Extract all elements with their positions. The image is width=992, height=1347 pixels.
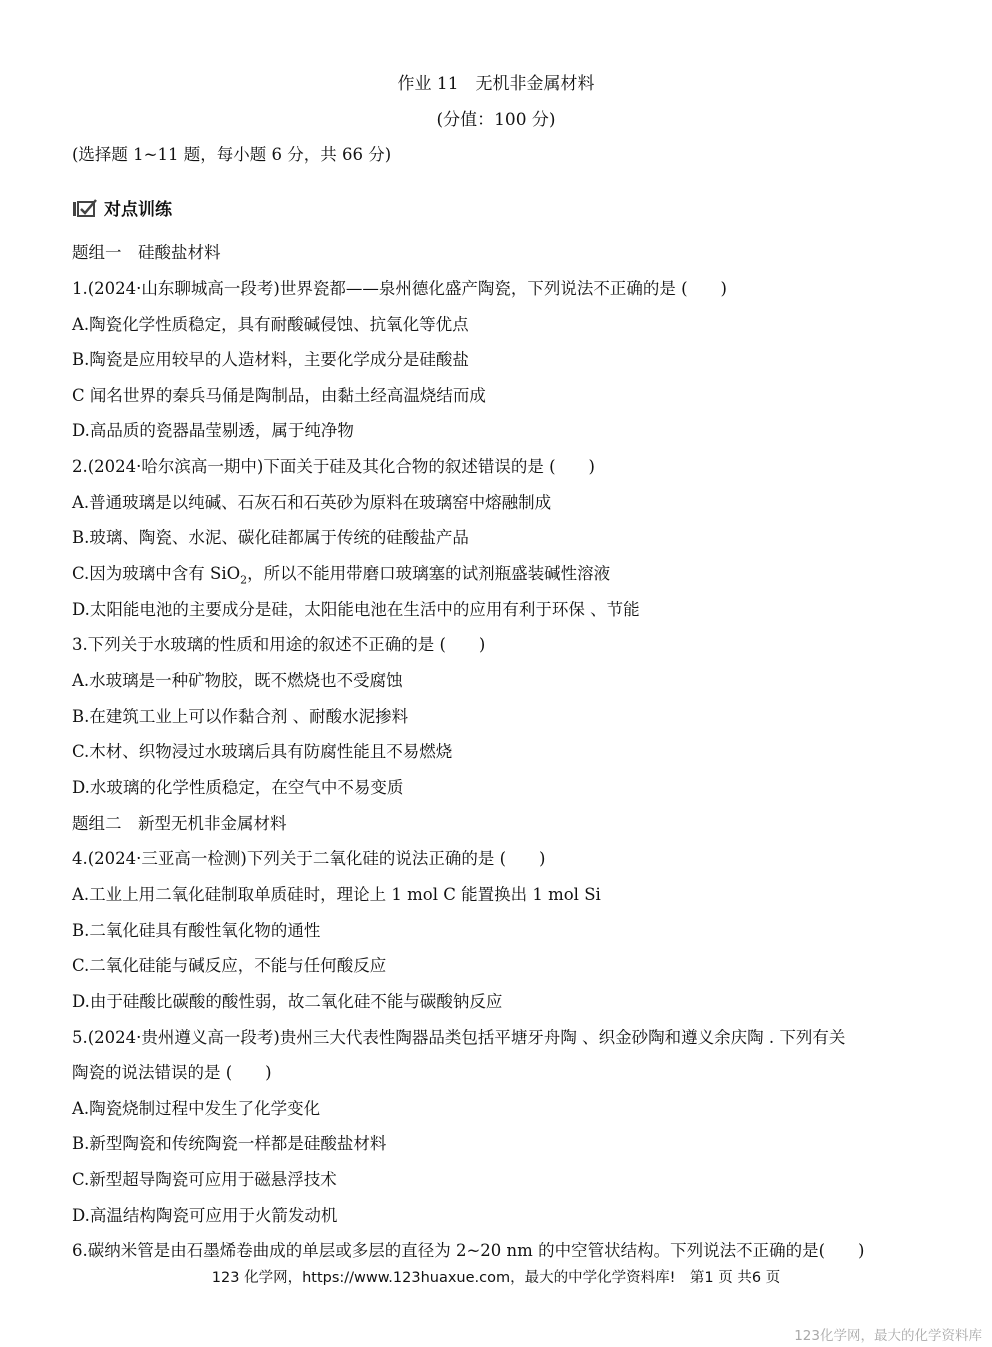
page-title: 作业 11 无机非金属材料 [397,74,595,94]
option-d: D.高品质的瓷器晶莹剔透，属于纯净物 [72,421,354,440]
section-title: 对点训练 [104,200,172,220]
group-title: 题组一 硅酸盐材料 [72,243,221,262]
option-b: B.新型陶瓷和传统陶瓷一样都是硅酸盐材料 [72,1134,387,1153]
question-stem: 5.(2024·贵州遵义高一段考)贵州三大代表性陶器品类包括平塘牙舟陶 、织金砂陶和遵义余庆陶 . 下列有关 [72,1028,846,1047]
option-d: D.太阳能电池的主要成分是硅，太阳能电池在生活中的应用有利于环保 、节能 [72,600,640,619]
checklist-icon [72,198,98,218]
option-d: D.高温结构陶瓷可应用于火箭发动机 [72,1206,338,1225]
option-a: A.陶瓷烧制过程中发生了化学变化 [72,1099,321,1118]
question-stem: 1.(2024·山东聊城高一段考)世界瓷都——泉州德化盛产陶瓷，下列说法不正确的是 ( ) [72,279,727,298]
option-c: C.木材、织物浸过水玻璃后具有防腐性能且不易燃烧 [72,742,453,761]
page-footer: 123 化学网，https://www.123huaxue.com，最大的中学化学资料库! 第1 页 共6 页 [211,1270,781,1286]
watermark: 123化学网，最大的化学资料库 [794,1328,982,1344]
option-a: A.工业上用二氧化硅制取单质硅时，理论上 1 mol C 能置换出 1 mol Si [72,885,601,904]
option-c: C.新型超导陶瓷可应用于磁悬浮技术 [72,1170,337,1189]
option-a: A.普通玻璃是以纯碱、石灰石和石英砂为原料在玻璃窑中熔融制成 [72,493,552,512]
score-note: (分值：100 分) [436,110,556,130]
question-stem: 2.(2024·哈尔滨高一期中)下面关于硅及其化合物的叙述错误的是 ( ) [72,457,595,476]
question-stem-cont: 陶瓷的说法错误的是 ( ) [72,1063,272,1082]
option-b: B.二氧化硅具有酸性氧化物的通性 [72,921,321,940]
option-d: D.水玻璃的化学性质稳定，在空气中不易变质 [72,778,404,797]
option-b: B.陶瓷是应用较早的人造材料，主要化学成分是硅酸盐 [72,350,469,369]
instruction: (选择题 1~11 题，每小题 6 分，共 66 分) [72,145,392,164]
question-stem: 3.下列关于水玻璃的性质和用途的叙述不正确的是 ( ) [72,635,486,654]
option-c-text: C.因为玻璃中含有 SiO [72,564,241,583]
group-title: 题组二 新型无机非金属材料 [72,814,287,833]
formula-subscript: 2 [240,573,248,587]
option-b: B.在建筑工业上可以作黏合剂 、耐酸水泥掺料 [72,707,409,726]
option-c: C 闻名世界的秦兵马俑是陶制品，由黏土经高温烧结而成 [72,386,486,405]
option-b: B.玻璃、陶瓷、水泥、碳化硅都属于传统的硅酸盐产品 [72,528,469,547]
option-c [72,563,610,591]
question-stem: 4.(2024·三亚高一检测)下列关于二氧化硅的说法正确的是 ( ) [72,849,546,868]
option-a: A.水玻璃是一种矿物胶，既不燃烧也不受腐蚀 [72,671,403,690]
option-d: D.由于硅酸比碳酸的酸性弱，故二氧化硅不能与碳酸钠反应 [72,992,503,1011]
option-a: A.陶瓷化学性质稳定，具有耐酸碱侵蚀、抗氧化等优点 [72,315,469,334]
section-header [72,195,172,220]
option-c: C.二氧化硅能与碱反应，不能与任何酸反应 [72,956,387,975]
option-c-text-rest: ，所以不能用带磨口玻璃塞的试剂瓶盛装碱性溶液 [247,564,611,583]
question-stem: 6.碳纳米管是由石墨烯卷曲成的单层或多层的直径为 2~20 nm 的中空管状结构。下列说法不正确的是( ) [72,1241,865,1260]
